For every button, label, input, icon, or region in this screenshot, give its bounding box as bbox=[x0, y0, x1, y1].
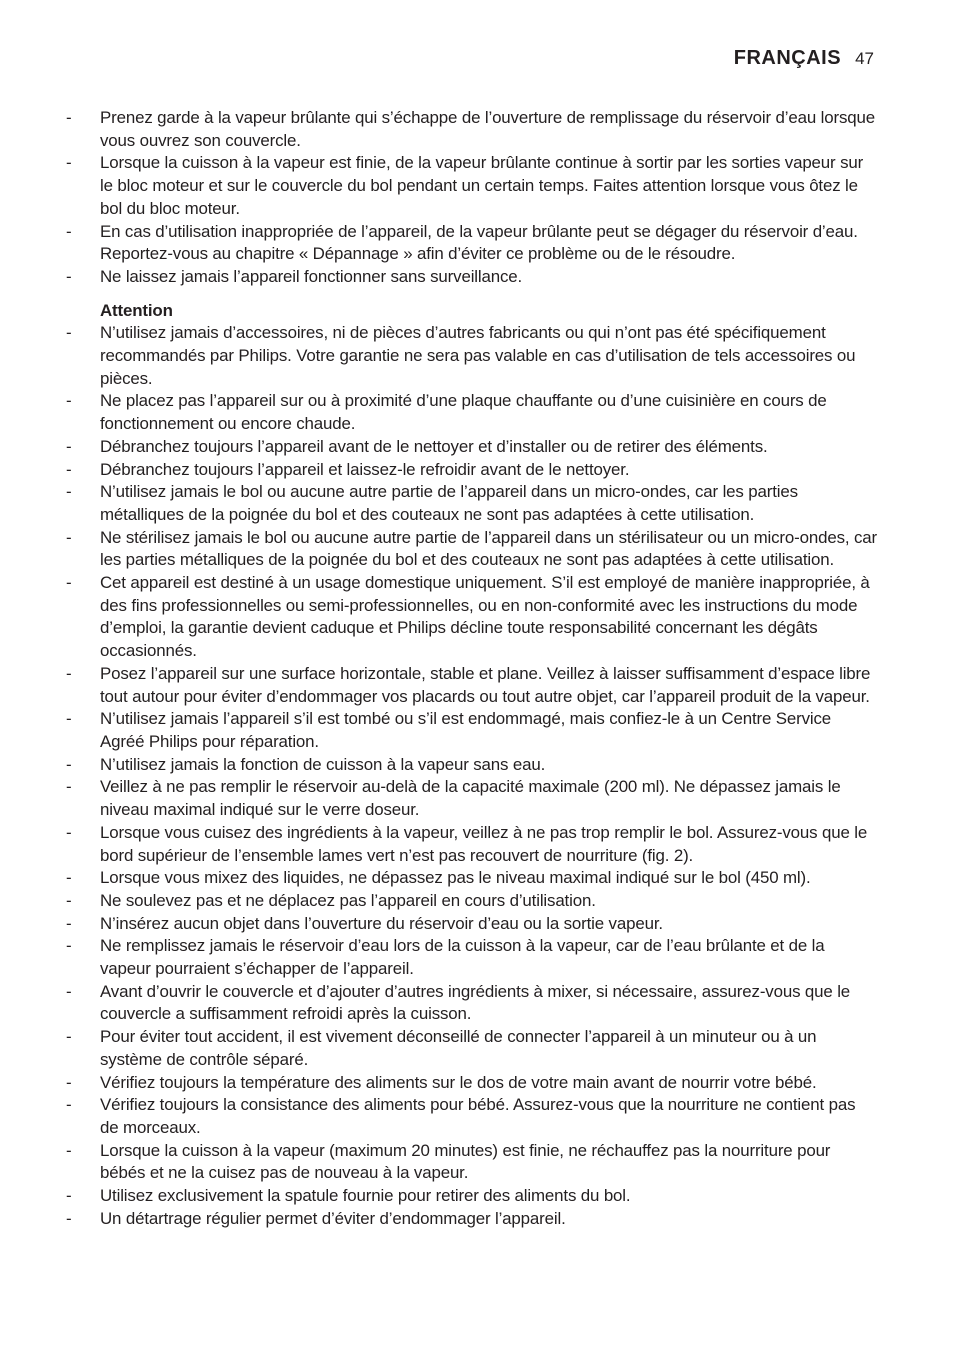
list-item-text: Lorsque vous cuisez des ingrédients à la vapeur, veillez à ne pas trop remplir le bol. Assurez-vous que le bord supérieur de l’ensemble lames vert n’est pas recouvert de nourriture (fig. 2). bbox=[100, 822, 868, 865]
list-item bbox=[66, 1072, 878, 1095]
list-item bbox=[66, 152, 878, 220]
list-item bbox=[66, 981, 878, 1026]
list-dash: - bbox=[66, 1027, 72, 1047]
language-label: FRANÇAIS bbox=[733, 47, 842, 69]
list-dash: - bbox=[66, 527, 72, 547]
list-dash: - bbox=[66, 936, 72, 956]
list-dash: - bbox=[66, 1140, 72, 1160]
list-item bbox=[66, 1185, 878, 1208]
list-item bbox=[66, 1140, 878, 1185]
list-item-text: N’utilisez jamais la fonction de cuisson à la vapeur sans eau. bbox=[100, 754, 546, 774]
list-dash: - bbox=[66, 709, 72, 729]
list-item-text: Lorsque vous mixez des liquides, ne dépassez pas le niveau maximal indiqué sur le bol (450 ml). bbox=[100, 868, 811, 888]
list-item-text: En cas d’utilisation inappropriée de l’appareil, de la vapeur brûlante peut se dégager du réservoir d’eau. Reportez-vous au chapitre « Dépannage » afin d’éviter ce problème ou de le résoudre. bbox=[100, 221, 858, 264]
list-item bbox=[66, 867, 878, 890]
list-item bbox=[66, 708, 878, 753]
warning-list bbox=[66, 107, 878, 289]
page-header bbox=[734, 47, 874, 70]
list-item bbox=[66, 822, 878, 867]
list-item-text: Ne stérilisez jamais le bol ou aucune autre partie de l’appareil dans un stérilisateur ou un micro-ondes, car les parties métalliques de la poignée du bol et des couteaux ne sont pas adaptées à cette utilisation. bbox=[100, 527, 877, 570]
list-dash: - bbox=[66, 1208, 72, 1228]
attention-heading: Attention bbox=[100, 300, 173, 320]
list-dash: - bbox=[66, 868, 72, 888]
list-item bbox=[66, 1026, 878, 1071]
list-item-text: Ne placez pas l’appareil sur ou à proximité d’une plaque chauffante ou d’une cuisinière en cours de fonctionnement ou encore chaude. bbox=[100, 391, 827, 434]
list-item bbox=[66, 322, 878, 390]
page-content bbox=[66, 107, 878, 1230]
page-number: 47 bbox=[855, 49, 874, 68]
list-item bbox=[66, 390, 878, 435]
list-item bbox=[66, 890, 878, 913]
list-item bbox=[66, 527, 878, 572]
list-item-text: N’utilisez jamais l’appareil s’il est tombé ou s’il est endommagé, mais confiez-le à un Centre Service Agréé Philips pour réparation. bbox=[100, 709, 832, 751]
list-item-text: Cet appareil est destiné à un usage domestique uniquement. S’il est employé de manière inappropriée, à des fins professionnelles ou semi-professionnelles, ou en non-conformité avec les instructions du mode d’emploi, la garantie devient caduque et Philips décline toute responsabilité concernant les dégâts occasionnés. bbox=[100, 573, 870, 661]
list-item-text: Un détartrage régulier permet d’éviter d’endommager l’appareil. bbox=[100, 1208, 566, 1228]
list-dash: - bbox=[66, 1095, 72, 1115]
list-item-text: N’insérez aucun objet dans l’ouverture du réservoir d’eau ou la sortie vapeur. bbox=[100, 913, 663, 933]
list-dash: - bbox=[66, 108, 72, 127]
list-item bbox=[66, 754, 878, 777]
attention-list bbox=[66, 322, 878, 1230]
list-dash: - bbox=[66, 777, 72, 797]
list-dash: - bbox=[66, 822, 72, 842]
list-dash: - bbox=[66, 153, 72, 173]
list-item bbox=[66, 663, 878, 708]
list-item-text: N’utilisez jamais d’accessoires, ni de pièces d’autres fabricants ou qui n’ont pas été spécifiquement recommandés par Philips. Votre garantie ne sera pas valable en cas d’utilisation de tels accessoires ou pièces. bbox=[100, 323, 856, 388]
list-dash: - bbox=[66, 1072, 72, 1092]
list-item bbox=[66, 935, 878, 980]
list-item-text: Vérifiez toujours la consistance des aliments pour bébé. Assurez-vous que la nourriture ne contient pas de morceaux. bbox=[100, 1095, 856, 1137]
list-item bbox=[66, 436, 878, 459]
list-item-text: Lorsque la cuisson à la vapeur est finie, de la vapeur brûlante continue à sortir par les sorties vapeur sur le bloc moteur et sur le couvercle du bol pendant un certain temps. Faites attention lorsque vous ôtez le bol du bloc moteur. bbox=[100, 153, 864, 218]
list-dash: - bbox=[66, 573, 72, 593]
list-item bbox=[66, 221, 878, 266]
list-item bbox=[66, 481, 878, 526]
list-item-text: Avant d’ouvrir le couvercle et d’ajouter d’autres ingrédients à mixer, si nécessaire, assurez-vous que le couvercle a suffisamment refroidi après la cuisson. bbox=[100, 981, 851, 1024]
list-item-text: Lorsque la cuisson à la vapeur (maximum 20 minutes) est finie, ne réchauffez pas la nourriture pour bébés et ne la cuisez pas de nouveau à la vapeur. bbox=[100, 1140, 831, 1183]
list-dash: - bbox=[66, 482, 72, 502]
list-item-text: Veillez à ne pas remplir le réservoir au-delà de la capacité maximale (200 ml). Ne dépassez jamais le niveau maximal indiqué sur le verre doseur. bbox=[100, 777, 841, 820]
list-item-text: Ne remplissez jamais le réservoir d’eau lors de la cuisson à la vapeur, car de l’eau brûlante et de la vapeur pourraient s’échapper de l’appareil. bbox=[100, 936, 825, 979]
list-item bbox=[66, 913, 878, 936]
list-item bbox=[66, 1094, 878, 1139]
list-dash: - bbox=[66, 266, 72, 286]
list-dash: - bbox=[66, 459, 72, 479]
list-dash: - bbox=[66, 663, 72, 683]
list-item-text: Débranchez toujours l’appareil et laissez-le refroidir avant de le nettoyer. bbox=[100, 459, 630, 479]
list-item-text: Utilisez exclusivement la spatule fournie pour retirer des aliments du bol. bbox=[100, 1186, 631, 1206]
list-dash: - bbox=[66, 436, 72, 456]
list-item-text: Prenez garde à la vapeur brûlante qui s’échappe de l’ouverture de remplissage du réservoir d’eau lorsque vous ouvrez son couvercle. bbox=[100, 108, 875, 150]
list-item bbox=[66, 266, 878, 289]
list-item bbox=[66, 459, 878, 482]
list-dash: - bbox=[66, 981, 72, 1001]
list-item-text: Ne laissez jamais l’appareil fonctionner sans surveillance. bbox=[100, 266, 523, 286]
list-item bbox=[66, 776, 878, 821]
list-dash: - bbox=[66, 323, 72, 343]
list-item bbox=[66, 107, 878, 152]
list-item-text: Ne soulevez pas et ne déplacez pas l’appareil en cours d’utilisation. bbox=[100, 890, 596, 910]
list-item-text: N’utilisez jamais le bol ou aucune autre partie de l’appareil dans un micro-ondes, car les parties métalliques de la poignée du bol et des couteaux ne sont pas adaptées à cette utilisation. bbox=[100, 482, 798, 524]
list-dash: - bbox=[66, 913, 72, 933]
list-item bbox=[66, 572, 878, 663]
list-item-text: Posez l’appareil sur une surface horizontale, stable et plane. Veillez à laisser suffisamment d’espace libre tout autour pour éviter d’endommager vos placards ou tout autre objet, car l’appareil produit de la vapeur. bbox=[100, 663, 871, 706]
list-dash: - bbox=[66, 221, 72, 241]
list-dash: - bbox=[66, 391, 72, 411]
list-dash: - bbox=[66, 1186, 72, 1206]
list-dash: - bbox=[66, 754, 72, 774]
list-item-text: Vérifiez toujours la température des aliments sur le dos de votre main avant de nourrir votre bébé. bbox=[100, 1072, 817, 1092]
list-item bbox=[66, 1208, 878, 1231]
list-dash: - bbox=[66, 890, 72, 910]
list-item-text: Pour éviter tout accident, il est vivement déconseillé de connecter l’appareil à un minuteur ou à un système de contrôle séparé. bbox=[100, 1027, 817, 1069]
list-item-text: Débranchez toujours l’appareil avant de le nettoyer et d’installer ou de retirer des éléments. bbox=[100, 436, 768, 456]
